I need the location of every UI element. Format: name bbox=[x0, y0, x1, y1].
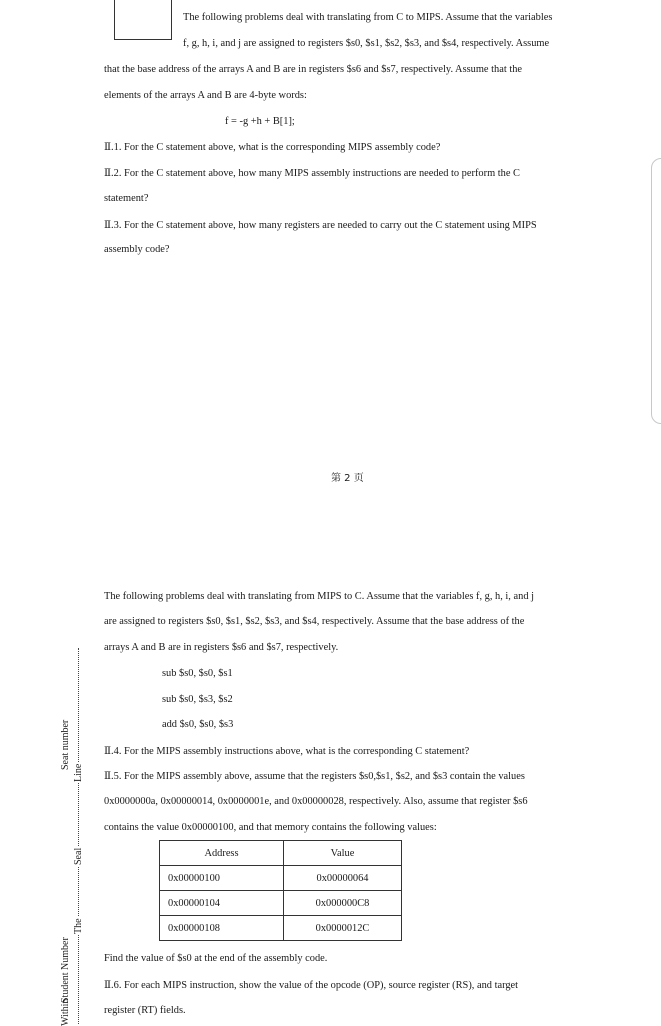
mips-code-line-2: sub $s0, $s3, $s2 bbox=[162, 694, 233, 705]
table-cell-value: 0x00000064 bbox=[284, 866, 402, 891]
within-label: Within bbox=[60, 998, 71, 1026]
question-2-1: Ⅱ.1. For the C statement above, what is the corresponding MIPS assembly code? bbox=[104, 142, 441, 153]
mips-code-line-1: sub $s0, $s0, $s1 bbox=[162, 668, 233, 679]
table-cell-address: 0x00000104 bbox=[160, 891, 284, 916]
intro-line-1: The following problems deal with translating from C to MIPS. Assume that the variables bbox=[183, 12, 553, 23]
table-header-row bbox=[160, 841, 402, 866]
question-2-6-line-2: register (RT) fields. bbox=[104, 1005, 186, 1016]
question-2-6-line-1: Ⅱ.6. For each MIPS instruction, show the value of the opcode (OP), source register (RS), and target bbox=[104, 980, 519, 991]
scroll-handle[interactable] bbox=[651, 158, 661, 424]
table-header-address: Address bbox=[160, 841, 284, 866]
question-2-5-line-3: contains the value 0x00000100, and that memory contains the following values: bbox=[104, 822, 437, 833]
intro-line-3: that the base address of the arrays A and B are in registers $s6 and $s7, respectively. Assume that the bbox=[104, 64, 523, 75]
page-number-footer: 第 2 页 bbox=[331, 473, 364, 484]
binding-dotted-line bbox=[78, 648, 79, 1024]
table-row bbox=[160, 891, 402, 916]
question-2-3-line-1: Ⅱ.3. For the C statement above, how many registers are needed to carry out the C statement using MIPS bbox=[104, 220, 537, 231]
question-2-4: Ⅱ.4. For the MIPS assembly instructions above, what is the corresponding C statement? bbox=[104, 746, 470, 757]
question-2-5-line-2: 0x0000000a, 0x00000014, 0x0000001e, and 0x00000028, respectively. Also, assume that register $s6 bbox=[104, 796, 528, 807]
question-2-3-line-2: assembly code? bbox=[104, 244, 170, 255]
question-2-2-line-2: statement? bbox=[104, 193, 149, 204]
mips-code-line-3: add $s0, $s0, $s3 bbox=[162, 719, 234, 730]
table-cell-value: 0x000000C8 bbox=[284, 891, 402, 916]
table-header-value: Value bbox=[284, 841, 402, 866]
student-number-label: Student Number bbox=[60, 937, 71, 1003]
table-cell-address: 0x00000100 bbox=[160, 866, 284, 891]
table-cell-value: 0x0000012C bbox=[284, 916, 402, 941]
seat-number-label: Seat number bbox=[60, 719, 71, 770]
table-cell-address: 0x00000108 bbox=[160, 916, 284, 941]
question-2-2-line-1: Ⅱ.2. For the C statement above, how many MIPS assembly instructions are needed to perform the C bbox=[104, 168, 520, 179]
memory-table bbox=[159, 840, 402, 941]
seal-label: Seal bbox=[73, 847, 84, 865]
score-box bbox=[114, 0, 172, 40]
table-row bbox=[160, 916, 402, 941]
intro-line-2: f, g, h, i, and j are assigned to registers $s0, $s1, $s2, $s3, and $s4, respectively. Assume bbox=[183, 38, 550, 49]
p2-intro-line-2: are assigned to registers $s0, $s1, $s2, $s3, and $s4, respectively. Assume that the base address of the bbox=[104, 616, 525, 627]
question-2-5-line-1: Ⅱ.5. For the MIPS assembly above, assume that the registers $s0,$s1, $s2, and $s3 contain the values bbox=[104, 771, 525, 782]
c-statement: f = -g +h + B[1]; bbox=[225, 116, 295, 127]
intro-line-4: elements of the arrays A and B are 4-byte words: bbox=[104, 90, 307, 101]
the-label: The bbox=[73, 918, 84, 934]
p2-intro-line-3: arrays A and B are in registers $s6 and $s7, respectively. bbox=[104, 642, 339, 653]
p2-intro-line-1: The following problems deal with translating from MIPS to C. Assume that the variables f, g, h, i, and j bbox=[104, 591, 534, 602]
find-s0-line: Find the value of $s0 at the end of the assembly code. bbox=[104, 953, 328, 964]
line-label: Line bbox=[73, 763, 84, 782]
table-row bbox=[160, 866, 402, 891]
